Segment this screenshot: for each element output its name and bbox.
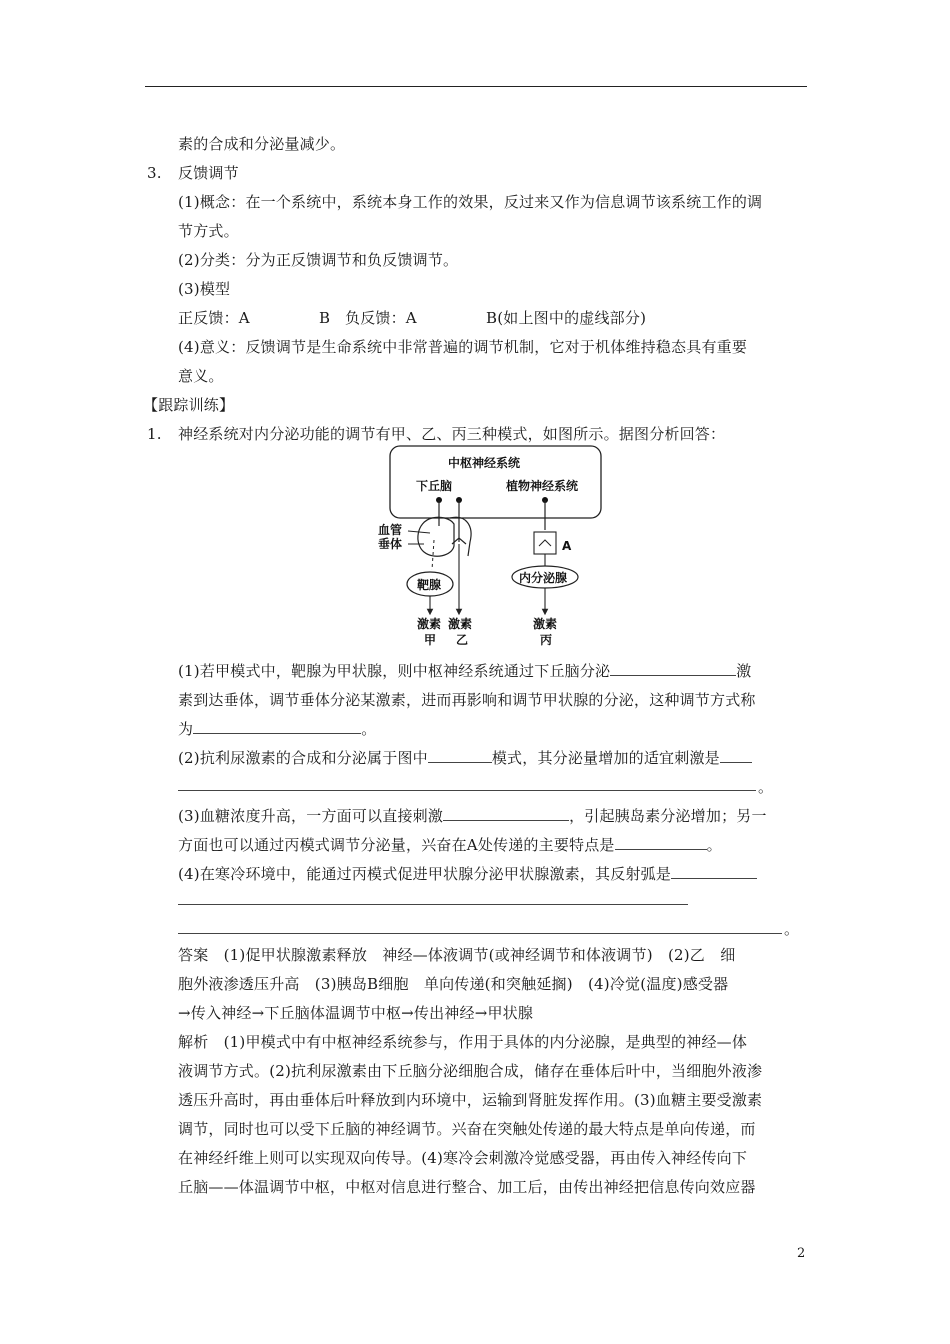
q2-text: 模式，其分泌量增加的适宜刺激是	[491, 749, 720, 767]
answer-blank[interactable]	[615, 835, 707, 850]
answer-blank[interactable]	[178, 904, 688, 905]
synapse-label-a: A	[562, 539, 572, 553]
question-stem: 神经系统对内分泌功能的调节有甲、乙、丙三种模式，如图所示。据图分析回答：	[178, 425, 726, 443]
target-gland-label: 靶腺	[417, 578, 442, 592]
answer-blank[interactable]	[610, 661, 736, 676]
text-line: (3)模型	[178, 280, 231, 298]
q2-text: (2)抗利尿激素的合成和分泌属于图中	[178, 749, 428, 767]
mode-bing: 丙	[540, 633, 553, 647]
hormone-label: 激素	[533, 617, 558, 631]
q3-text: (3)血糖浓度升高，一方面可以直接刺激	[178, 807, 444, 825]
hormone-label: 激素	[448, 617, 473, 631]
question-text	[178, 718, 376, 740]
q1-text: 激	[736, 662, 752, 680]
question-text	[178, 660, 751, 682]
text-line: (4)意义：反馈调节是生命系统中非常普遍的调节机制，它对于机体维持稳态具有重要	[178, 338, 748, 356]
list-number: 1.	[147, 425, 162, 443]
model-negative-b: B(如上图中的虚线部分)	[486, 309, 647, 327]
answer-line: 答案 (1)促甲状腺激素释放 神经—体液调节(或神经调节和体液调节) (2)乙 细	[178, 946, 736, 964]
explanation-line: 透压升高时，再由垂体后叶释放到内环境中，运输到肾脏发挥作用。(3)血糖主要受激素	[178, 1091, 763, 1109]
explanation-line: 丘脑——体温调节中枢，中枢对信息进行整合、加工后，由传出神经把信息传向效应器	[178, 1178, 756, 1196]
model-positive-b: B	[319, 309, 331, 327]
endocrine-regulation-diagram	[370, 444, 610, 652]
list-number: 3.	[147, 164, 162, 182]
text-line: 意义。	[178, 367, 224, 385]
hormone-label: 激素	[417, 617, 442, 631]
answer-blank[interactable]	[720, 748, 752, 763]
question-text: 素到达垂体，调节垂体分泌某激素，进而再影响和调节甲状腺的分泌，这种调节方式称	[178, 691, 756, 709]
answer-line: →传入神经→下丘脑体温调节中枢→传出神经→甲状腺	[178, 1004, 534, 1022]
q3-text: 方面也可以通过丙模式调节分泌量，兴奋在A处传递的主要特点是	[178, 836, 615, 854]
dashed-path	[432, 540, 434, 570]
endocrine-gland-label: 内分泌腺	[519, 571, 568, 585]
q1-text: 为	[178, 720, 194, 738]
pituitary-shape	[418, 517, 454, 556]
text-line: 素的合成和分泌量减少。	[178, 135, 346, 153]
q1-text: 。	[361, 720, 377, 738]
answer-line: 胞外液渗透压升高 (3)胰岛B细胞 单向传递(和突触延搁) (4)冷觉(温度)感受器	[178, 975, 729, 993]
explanation-line: 调节，同时也可以受下丘脑的神经调节。兴奋在突触处传递的最大特点是单向传递，而	[178, 1120, 756, 1138]
q3-text: 。	[706, 836, 722, 854]
hypothalamus-label: 下丘脑	[416, 479, 453, 493]
text-line: 节方式。	[178, 222, 239, 240]
answer-blank[interactable]	[428, 748, 492, 763]
autonomic-label: 植物神经系统	[506, 479, 579, 493]
blood-vessel-label: 血管	[378, 523, 403, 537]
page-number: 2	[797, 1246, 806, 1261]
model-positive: 正反馈：A	[178, 309, 250, 327]
question-text: 。	[758, 778, 774, 796]
mode-yi: 乙	[456, 633, 469, 647]
q1-text: (1)若甲模式中，靶腺为甲状腺，则中枢神经系统通过下丘脑分泌	[178, 662, 611, 680]
synapse-box	[534, 532, 556, 554]
text-line: (2)分类：分为正反馈调节和负反馈调节。	[178, 251, 459, 269]
model-negative: 负反馈：A	[345, 309, 417, 327]
section-heading: 【跟踪训练】	[143, 396, 235, 414]
question-text	[178, 747, 752, 769]
pituitary-label: 垂体	[378, 537, 403, 551]
answer-blank[interactable]	[671, 864, 757, 879]
question-text: 。	[784, 920, 800, 938]
cns-label: 中枢神经系统	[448, 456, 521, 470]
synapse-mark	[539, 540, 551, 546]
explanation-line: 在神经纤维上则可以实现双向传导。(4)寒冷会刺激冷觉感受器，再由传入神经传向下	[178, 1149, 748, 1167]
question-text	[178, 863, 757, 885]
explanation-line: 解析 (1)甲模式中有中枢神经系统参与，作用于具体的内分泌腺，是典型的神经—体	[178, 1033, 748, 1051]
section-heading: 反馈调节	[178, 164, 239, 182]
answer-blank[interactable]	[443, 806, 569, 821]
question-text	[178, 805, 767, 827]
mode-jia: 甲	[424, 633, 437, 647]
explanation-line: 液调节方式。(2)抗利尿激素由下丘脑分泌细胞合成，储存在垂体后叶中，当细胞外液渗	[178, 1062, 763, 1080]
question-text	[178, 834, 722, 856]
q4-text: (4)在寒冷环境中，能通过丙模式促进甲状腺分泌甲状腺激素，其反射弧是	[178, 865, 672, 883]
header-rule	[145, 86, 807, 87]
answer-blank[interactable]	[193, 719, 361, 734]
text-line: (1)概念：在一个系统中，系统本身工作的效果，反过来又作为信息调节该系统工作的调	[178, 193, 763, 211]
q3-text: ，引起胰岛素分泌增加；另一	[569, 807, 767, 825]
answer-blank[interactable]	[178, 933, 782, 934]
answer-blank[interactable]	[178, 790, 756, 791]
